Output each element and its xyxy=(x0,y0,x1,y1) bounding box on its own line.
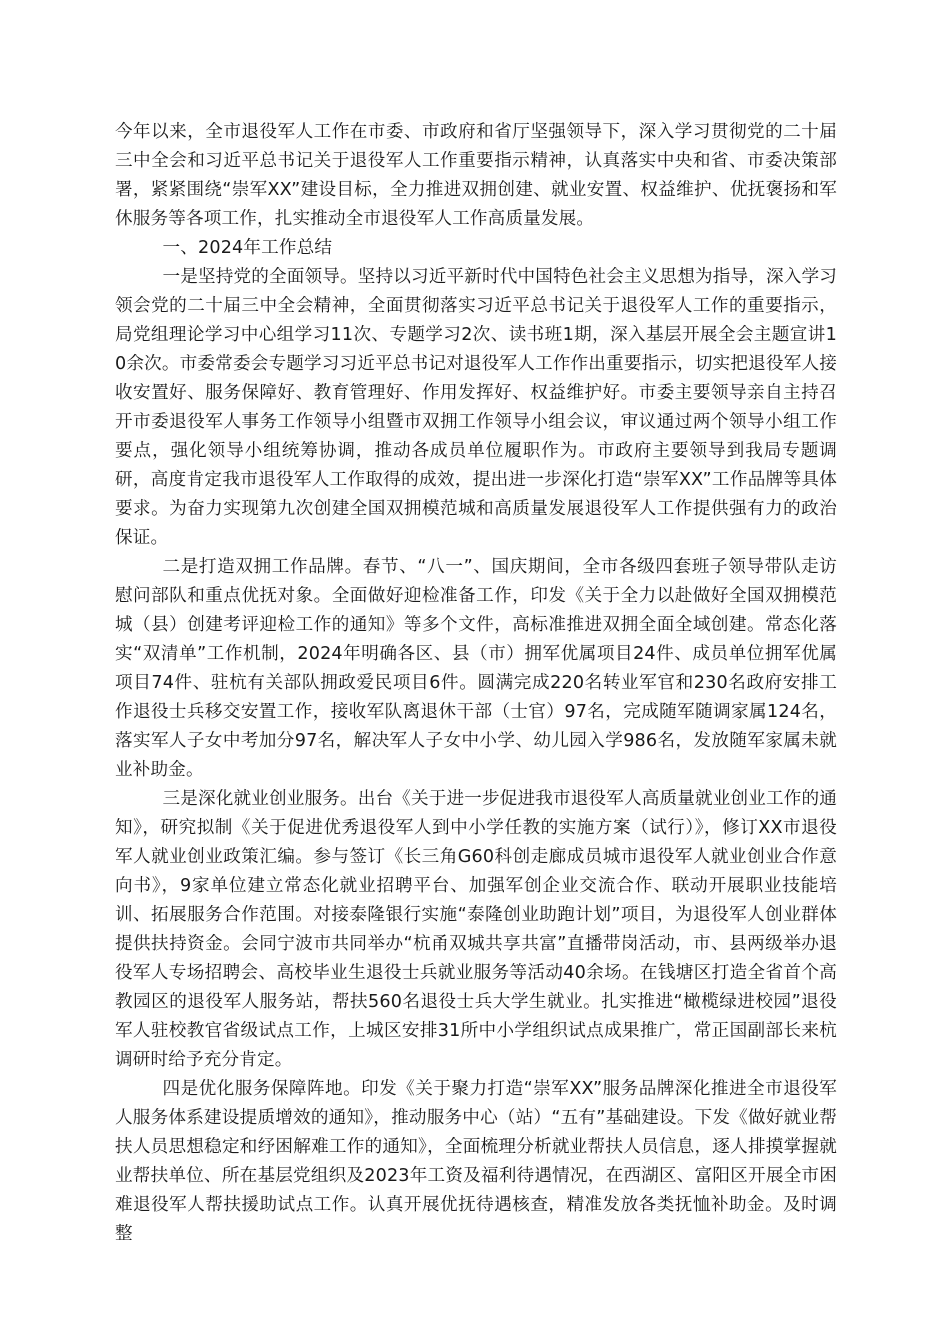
section-heading-2024-summary: 一、2024年工作总结 xyxy=(162,238,333,258)
intro-paragraph: 今年以来，全市退役军人工作在市委、市政府和省厅坚强领导下，深入学习贯彻党的二十届三中全会和习近平总书记关于退役军人工作重要指示精神，认真落实中央和省、市委决策部署，紧紧围绕“崇军XX”建设目标，全力推进双拥创建、就业安置、权益维护、优抚褒扬和军休服务等各项工作，扎实推动全市退役军人工作高质量发展。 xyxy=(115,122,837,229)
document-body xyxy=(115,118,837,1249)
paragraph-double-support-brand: 二是打造双拥工作品牌。春节、“八一”、国庆期间，全市各级四套班子领导带队走访慰问部队和重点优抚对象。全面做好迎检准备工作，印发《关于全力以赴做好全国双拥模范城（县）创建考评迎检工作的通知》等多个文件，高标准推进双拥全面全域创建。常态化落实“双清单”工作机制，2024年明确各区、县（市）拥军优属项目24件、成员单位拥军优属项目74件、驻杭有关部队拥政爱民项目6件。圆满完成220名转业军官和230名政府安排工作退役士兵移交安置工作，接收军队离退休干部（士官）97名，完成随军随调家属124名，落实军人子女中考加分97名，解决军人子女中小学、幼儿园入学986名，发放随军家属未就业补助金。 xyxy=(115,557,837,780)
paragraph-party-leadership: 一是坚持党的全面领导。坚持以习近平新时代中国特色社会主义思想为指导，深入学习领会党的二十届三中全会精神，全面贯彻落实习近平总书记关于退役军人工作的重要指示，局党组理论学习中心组学习11次、专题学习2次、读书班1期，深入基层开展全会主题宣讲10余次。市委常委会专题学习习近平总书记对退役军人工作作出重要指示，切实把退役军人接收安置好、服务保障好、教育管理好、作用发挥好、权益维护好。市委主要领导亲自主持召开市委退役军人事务工作领导小组暨市双拥工作领导小组会议，审议通过两个领导小组工作要点，强化领导小组统筹协调，推动各成员单位履职作为。市政府主要领导到我局专题调研，高度肯定我市退役军人工作取得的成效，提出进一步深化打造“崇军XX”工作品牌等具体要求。为奋力实现第九次创建全国双拥模范城和高质量发展退役军人工作提供强有力的政治保证。 xyxy=(115,267,837,548)
paragraph-employment-services: 三是深化就业创业服务。出台《关于进一步促进我市退役军人高质量就业创业工作的通知》，研究拟制《关于促进优秀退役军人到中小学任教的实施方案（试行）》，修订XX市退役军人就业创业政策汇编。参与签订《长三角G60科创走廊成员城市退役军人就业创业合作意向书》，9家单位建立常态化就业招聘平台、加强军创企业交流合作、联动开展职业技能培训、拓展服务合作范围。对接泰隆银行实施“泰隆创业助跑计划”项目，为退役军人创业群体提供扶持资金。会同宁波市共同举办“杭甬双城共享共富”直播带岗活动，市、县两级举办退役军人专场招聘会、高校毕业生退役士兵就业服务等活动40余场。在钱塘区打造全省首个高教园区的退役军人服务站，帮扶560名退役士兵大学生就业。扎实推进“橄榄绿进校园”退役军人驻校教官省级试点工作，上城区安排31所中小学组织试点成果推广，常正国副部长来杭调研时给予充分肯定。 xyxy=(115,789,837,1070)
paragraph-service-support: 四是优化服务保障阵地。印发《关于聚力打造“崇军XX”服务品牌深化推进全市退役军人服务体系建设提质增效的通知》，推动服务中心（站）“五有”基础建设。下发《做好就业帮扶人员思想稳定和纾困解难工作的通知》，全面梳理分析就业帮扶人员信息，逐人排摸掌握就业帮扶单位、所在基层党组织及2023年工资及福利待遇情况，在西湖区、富阳区开展全市困难退役军人帮扶援助试点工作。认真开展优抚待遇核查，精准发放各类抚恤补助金。及时调整 xyxy=(115,1079,837,1244)
